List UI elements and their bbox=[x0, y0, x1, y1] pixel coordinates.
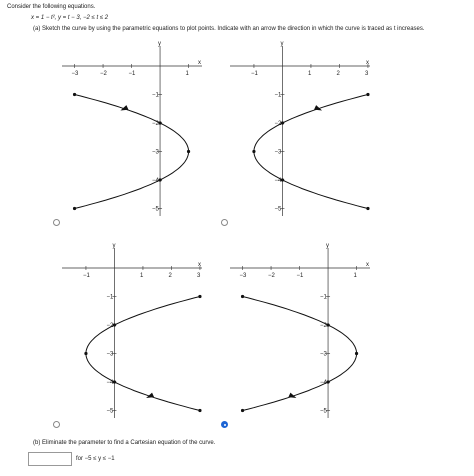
parametric-curve bbox=[86, 294, 200, 411]
x-tick-label: 3 bbox=[196, 273, 201, 279]
x-tick-label: 2 bbox=[336, 71, 340, 77]
x-tick-label: −3 bbox=[239, 273, 247, 279]
x-tick-label: −2 bbox=[100, 71, 107, 77]
y-tick-label: −1 bbox=[106, 294, 114, 301]
plotted-point bbox=[73, 93, 76, 96]
y-tick-label: −5 bbox=[320, 408, 327, 415]
option-4-radio[interactable] bbox=[221, 421, 228, 428]
y-tick-label: −1 bbox=[152, 92, 159, 99]
plotted-point bbox=[84, 352, 87, 355]
x-tick-label: 2 bbox=[168, 273, 172, 279]
y-tick-label: −2 bbox=[152, 121, 159, 127]
x-tick-label: −3 bbox=[71, 71, 79, 77]
part-b-prompt: (b) Eliminate the parameter to find a Cartesian equation of the curve. bbox=[33, 440, 216, 446]
x-axis-label: x bbox=[198, 262, 201, 268]
problem-intro: Consider the following equations. bbox=[7, 4, 96, 10]
cartesian-equation-input[interactable] bbox=[28, 452, 72, 466]
y-tick-label: −4 bbox=[152, 178, 159, 184]
y-tick-label: −3 bbox=[152, 149, 159, 156]
y-tick-label: −1 bbox=[320, 294, 327, 301]
x-tick-label: 1 bbox=[185, 71, 189, 77]
plotted-point bbox=[241, 409, 244, 412]
y-tick-label: −3 bbox=[274, 149, 282, 156]
y-tick-label: −2 bbox=[106, 323, 114, 329]
x-tick-label: −1 bbox=[250, 71, 258, 77]
y-tick-label: −5 bbox=[106, 408, 114, 415]
x-tick-label: 1 bbox=[353, 273, 357, 279]
x-tick-label: 1 bbox=[307, 71, 312, 77]
x-axis-label: x bbox=[366, 60, 369, 66]
y-tick-label: −2 bbox=[320, 323, 327, 329]
y-tick-label: −4 bbox=[106, 380, 114, 386]
x-tick-label: −2 bbox=[268, 273, 275, 279]
y-axis-label: y bbox=[280, 41, 284, 47]
domain-label: for −5 ≤ y ≤ −1 bbox=[76, 456, 115, 462]
parametric-curve bbox=[75, 92, 189, 209]
y-tick-label: −3 bbox=[106, 351, 114, 358]
y-axis-label: y bbox=[112, 243, 116, 249]
x-tick-label: −1 bbox=[296, 273, 304, 279]
plotted-point bbox=[252, 150, 255, 153]
plotted-point bbox=[281, 121, 284, 124]
parametric-curve bbox=[243, 294, 357, 411]
y-tick-label: −4 bbox=[274, 178, 282, 184]
x-tick-label: 1 bbox=[139, 273, 144, 279]
graph-option-3 bbox=[62, 242, 206, 420]
y-tick-label: −1 bbox=[274, 92, 282, 99]
graph-option-2 bbox=[230, 40, 374, 218]
plotted-point bbox=[158, 121, 161, 124]
plotted-point bbox=[158, 178, 161, 181]
y-tick-label: −5 bbox=[274, 206, 282, 213]
y-tick-label: −3 bbox=[320, 351, 327, 358]
part-a-prompt: (a) Sketch the curve by using the parametric equations to plot points. Indicate with an arrow the direction in which the curve is traced as t increases. bbox=[33, 26, 425, 32]
y-tick-label: −2 bbox=[274, 121, 282, 127]
x-tick-label: −1 bbox=[82, 273, 90, 279]
x-tick-label: 3 bbox=[364, 71, 369, 77]
plotted-point bbox=[198, 295, 201, 298]
x-axis-label: x bbox=[366, 262, 369, 268]
y-tick-label: −5 bbox=[152, 206, 159, 213]
plotted-point bbox=[366, 93, 369, 96]
y-axis-label: y bbox=[158, 41, 162, 47]
option-1-radio[interactable] bbox=[53, 219, 60, 226]
parametric-equations: x = 1 − t², y = t − 3, −2 ≤ t ≤ 2 bbox=[31, 15, 109, 21]
plotted-point bbox=[113, 380, 116, 383]
plotted-point bbox=[187, 150, 190, 153]
plotted-point bbox=[326, 380, 329, 383]
plotted-point bbox=[366, 207, 369, 210]
plotted-point bbox=[281, 178, 284, 181]
y-tick-label: −4 bbox=[320, 380, 327, 386]
graph-option-1 bbox=[62, 40, 206, 218]
parametric-curve bbox=[254, 92, 368, 209]
x-tick-label: −1 bbox=[128, 71, 136, 77]
option-3-radio[interactable] bbox=[53, 421, 60, 428]
x-axis-label: x bbox=[198, 60, 201, 66]
option-2-radio[interactable] bbox=[221, 219, 228, 226]
graph-option-4 bbox=[230, 242, 374, 420]
plotted-point bbox=[326, 323, 329, 326]
plotted-point bbox=[241, 295, 244, 298]
y-axis-label: y bbox=[326, 243, 330, 249]
plotted-point bbox=[198, 409, 201, 412]
plotted-point bbox=[355, 352, 358, 355]
plotted-point bbox=[73, 207, 76, 210]
plotted-point bbox=[113, 323, 116, 326]
